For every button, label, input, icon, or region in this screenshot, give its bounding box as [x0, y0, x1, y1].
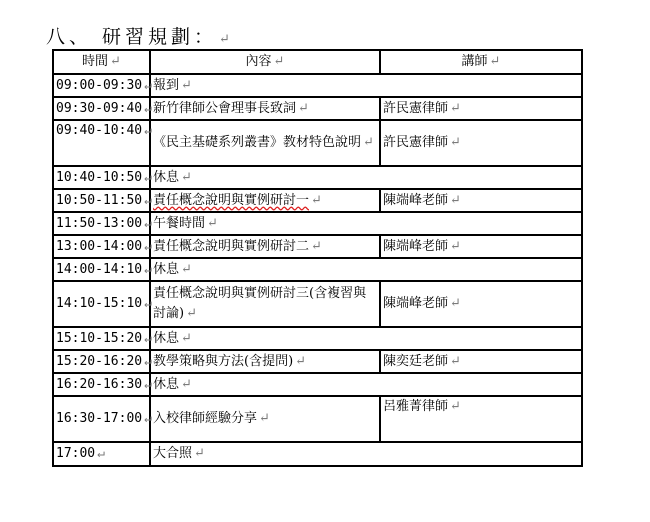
table-row — [53, 166, 582, 189]
table-row — [53, 258, 582, 281]
table-row — [53, 350, 582, 373]
time-cell: 10:40-10:50 ↵ — [53, 166, 150, 189]
time-cell: 15:20-16:20 ↵ — [53, 350, 150, 373]
speaker-cell: 陳奕廷老師 ↵ — [380, 350, 582, 373]
paragraph-mark-icon: ↵ — [219, 32, 230, 47]
content-cell: 新竹律師公會理事長致詞 ↵ — [150, 97, 380, 120]
table-row — [53, 442, 582, 466]
speaker-cell: 陳端峰老師 ↵ — [380, 281, 582, 327]
table-row — [53, 373, 582, 396]
table-row — [53, 97, 582, 120]
speaker-cell: 陳端峰老師 ↵ — [380, 235, 582, 258]
header-speaker: 講師 ↵ — [380, 50, 582, 74]
header-time: 時間 ↵ — [53, 50, 150, 74]
schedule-table — [52, 49, 583, 467]
content-cell: 休息 ↵ — [150, 166, 582, 189]
content-cell: 責任概念說明與實例研討三(含複習與討論) ↵ — [150, 281, 380, 327]
time-cell: 10:50-11:50 ↵ — [53, 189, 150, 212]
time-cell: 15:10-15:20 ↵ — [53, 327, 150, 350]
table-row — [53, 120, 582, 166]
content-cell: 責任概念說明與實例研討二 ↵ — [150, 235, 380, 258]
content-cell: 休息 ↵ — [150, 327, 582, 350]
time-cell: 16:30-17:00 ↵ — [53, 396, 150, 442]
table-row — [53, 281, 582, 327]
content-cell: 入校律師經驗分享 ↵ — [150, 396, 380, 442]
time-cell: 09:40-10:40 ↵ — [53, 120, 150, 166]
table-header-row — [53, 50, 582, 74]
table-row — [53, 189, 582, 212]
time-cell: 09:30-09:40 ↵ — [53, 97, 150, 120]
table-row — [53, 74, 582, 97]
content-cell: 《民主基礎系列叢書》教材特色說明 ↵ — [150, 120, 380, 166]
content-cell: 教學策略與方法(含提問) ↵ — [150, 350, 380, 373]
content-cell: 責任概念說明與實例研討一 ↵ — [150, 189, 380, 212]
time-cell: 14:00-14:10 ↵ — [53, 258, 150, 281]
speaker-cell: 許民憲律師 ↵ — [380, 120, 582, 166]
time-cell: 16:20-16:30 ↵ — [53, 373, 150, 396]
section-heading — [46, 22, 230, 49]
content-cell: 大合照 ↵ — [150, 442, 582, 466]
header-content: 內容 ↵ — [150, 50, 380, 74]
speaker-cell: 許民憲律師 ↵ — [380, 97, 582, 120]
table-row — [53, 327, 582, 350]
content-cell: 午餐時間 ↵ — [150, 212, 582, 235]
time-cell: 14:10-15:10 ↵ — [53, 281, 150, 327]
time-cell: 13:00-14:00 ↵ — [53, 235, 150, 258]
table-row — [53, 235, 582, 258]
speaker-cell: 呂雅菁律師 ↵ — [380, 396, 582, 442]
speaker-cell: 陳端峰老師 ↵ — [380, 189, 582, 212]
content-cell: 休息 ↵ — [150, 258, 582, 281]
content-cell: 休息 ↵ — [150, 373, 582, 396]
content-cell: 報到 ↵ — [150, 74, 582, 97]
time-cell: 11:50-13:00 ↵ — [53, 212, 150, 235]
table-row — [53, 212, 582, 235]
time-cell: 09:00-09:30 ↵ — [53, 74, 150, 97]
spellcheck-underline: 責任概念說明與實例研討一 — [153, 192, 310, 208]
section-heading-text: 八、 研習規劃： — [46, 26, 218, 48]
table-row — [53, 396, 582, 442]
time-cell: 17:00 ↵ — [53, 442, 150, 466]
